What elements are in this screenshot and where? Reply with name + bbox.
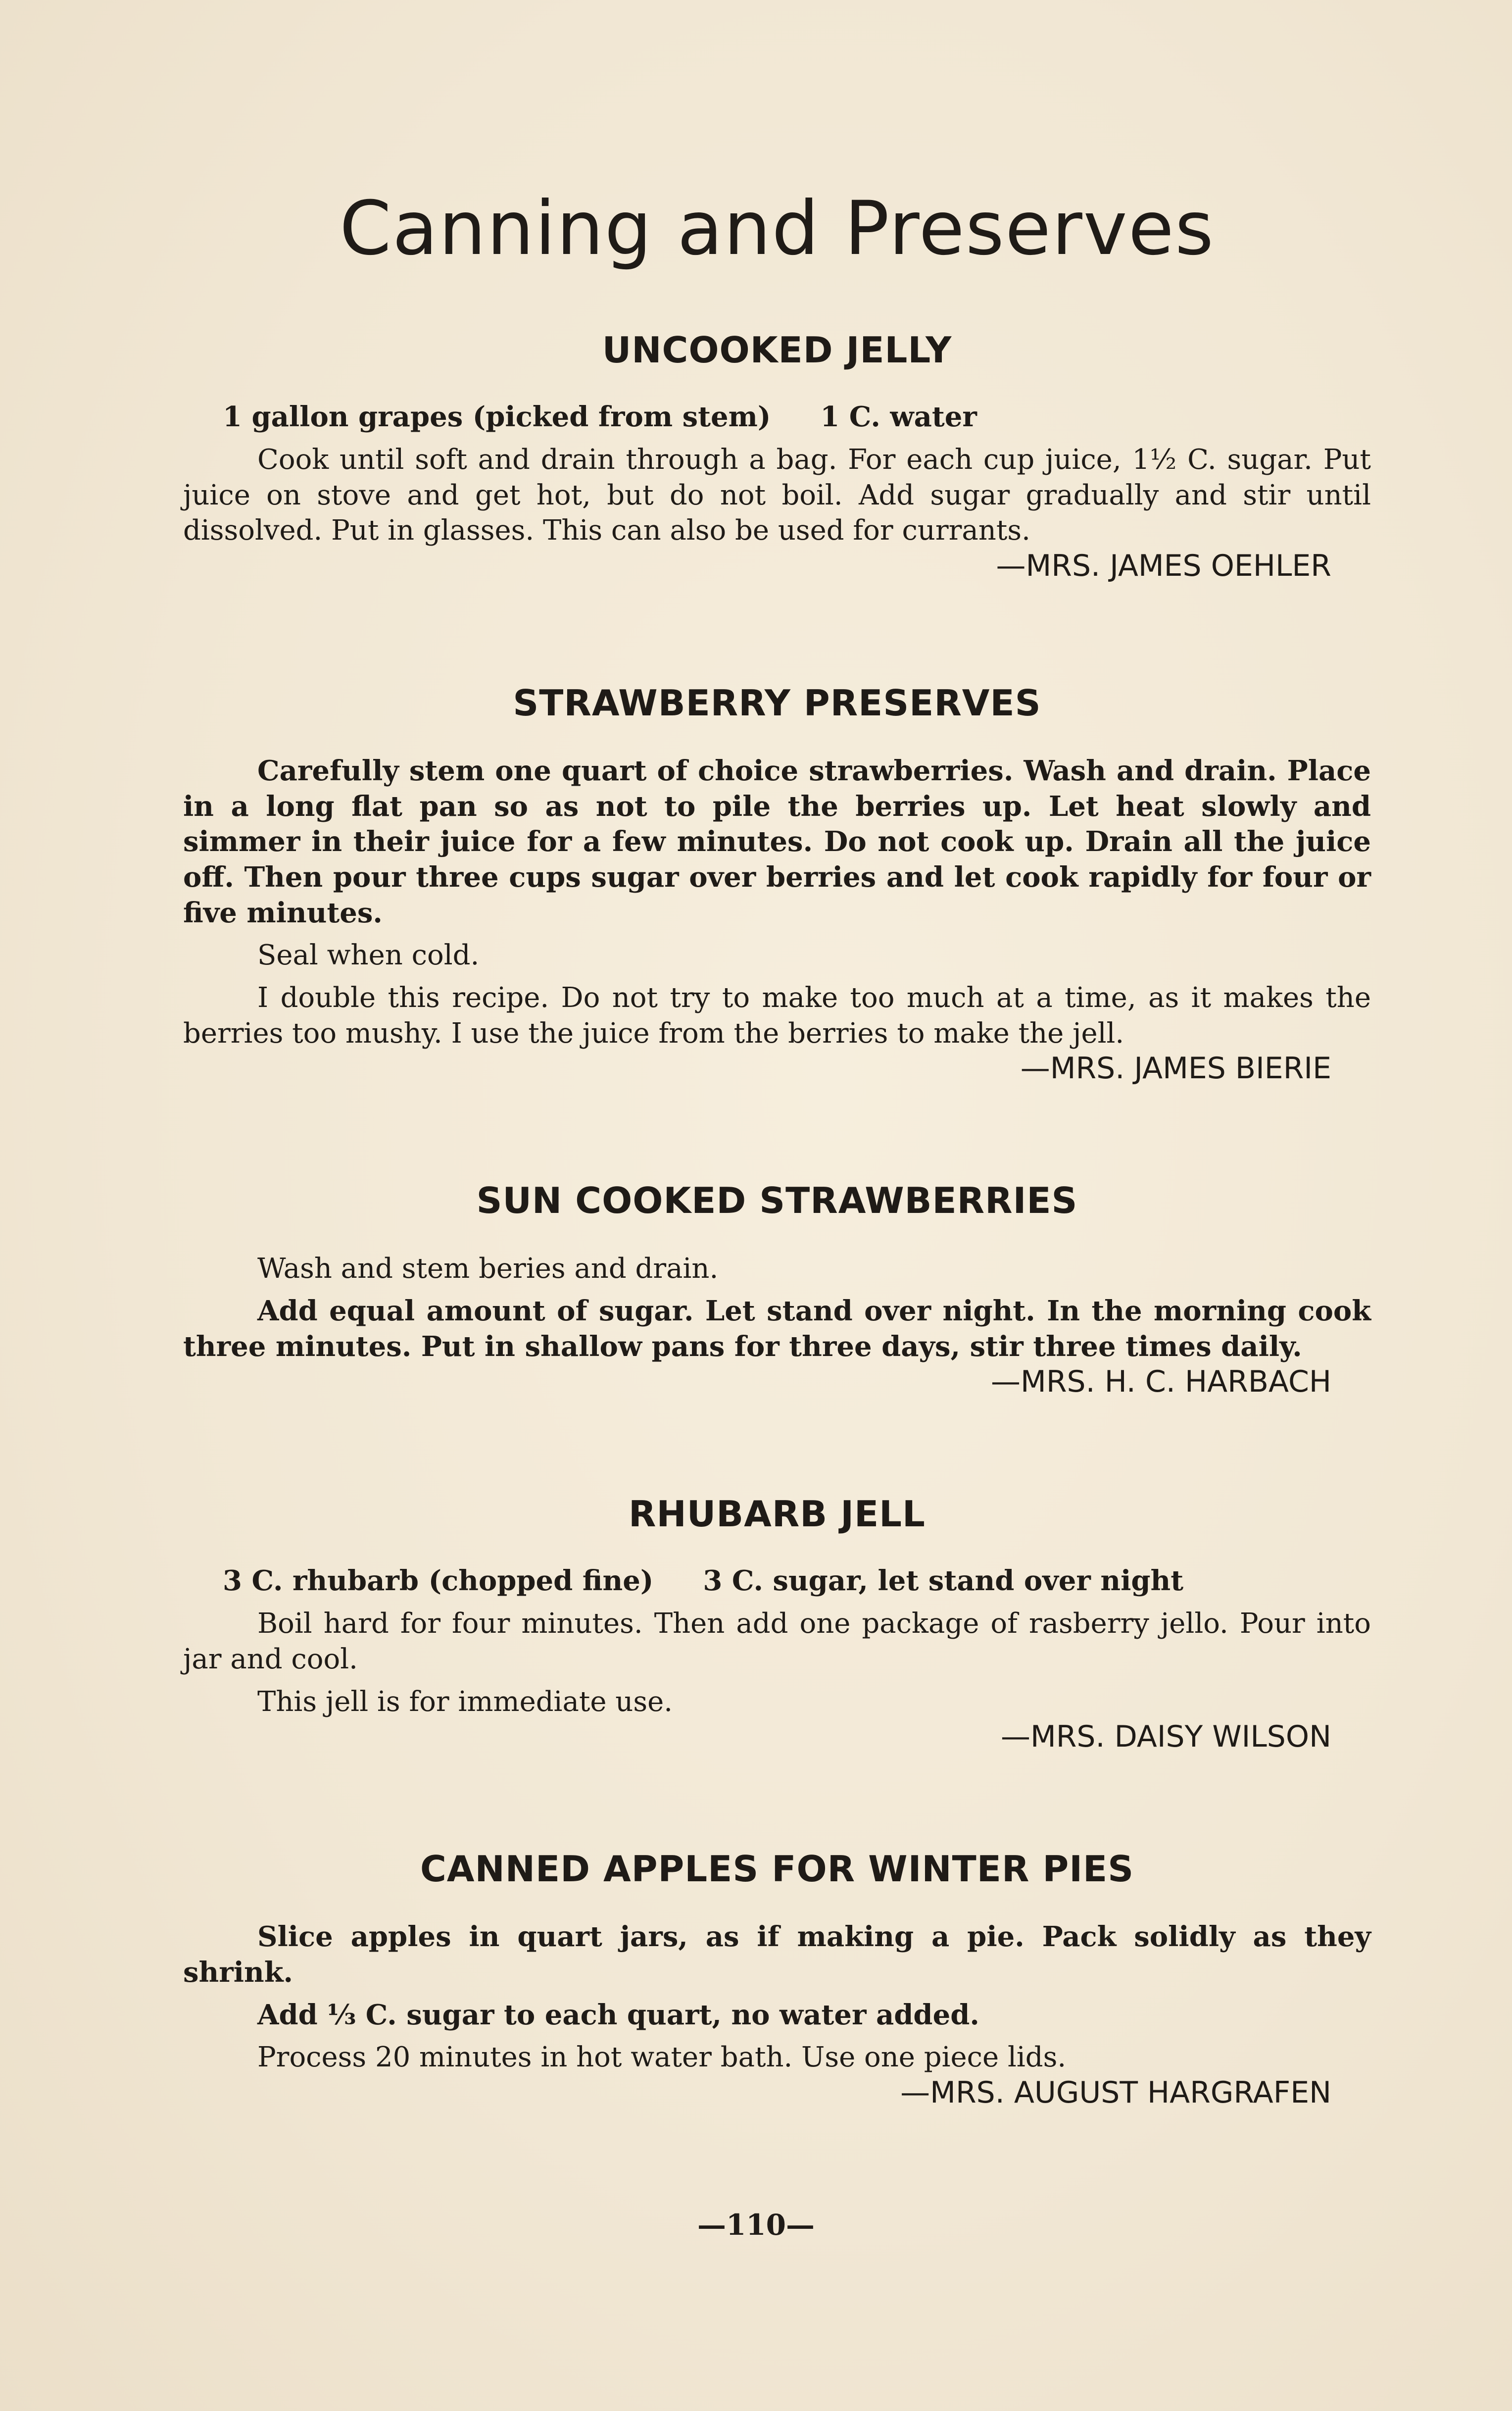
recipe-paragraph: Carefully stem one quart of choice strawberries. Wash and drain. Place in a long flat pan so as not to pile the berries up. Let heat slowly and simmer in their juice for a few minutes. Do not cook up. Drain all the juice off. Then pour three cups sugar over berries and let cook rapidly for four or five minutes.: [183, 754, 1371, 929]
recipe-title: CANNED APPLES FOR WINTER PIES: [420, 1848, 1134, 1890]
recipe-author: —MRS. AUGUST HARGRAFEN: [900, 2075, 1331, 2110]
recipe-canned-apples: [183, 1848, 1371, 2110]
page-title: Canning and Preserves: [339, 186, 1215, 272]
recipe-paragraph: Add equal amount of sugar. Let stand over night. In the morning cook three minutes. Put in shallow pans for three days, stir three times daily.: [183, 1295, 1371, 1363]
ingredient: 1 gallon grapes (picked from stem): [223, 401, 771, 433]
recipe-paragraph: Seal when cold.: [257, 939, 480, 972]
recipe-author: —MRS. JAMES OEHLER: [996, 549, 1331, 584]
recipe-author: —MRS. H. C. HARBACH: [991, 1364, 1331, 1400]
recipe-rhubarb-jell: [183, 1493, 1371, 1754]
ingredient: 3 C. rhubarb (chopped fine): [223, 1564, 654, 1598]
page-content: [183, 188, 1371, 2110]
recipe-paragraph: Wash and stem beries and drain.: [257, 1253, 719, 1285]
recipe-title: RHUBARB JELL: [629, 1493, 926, 1535]
page-number: —110—: [697, 2208, 815, 2242]
recipe-strawberry-preserves: [183, 682, 1371, 1086]
recipe-title: SUN COOKED STRAWBERRIES: [476, 1180, 1078, 1222]
ingredient: 3 C. sugar, let stand over night: [703, 1564, 1184, 1598]
ingredient: 1 C. water: [820, 401, 977, 433]
recipe-uncooked-jelly: [183, 329, 1371, 583]
recipe-paragraph: Slice apples in quart jars, as if making a pie. Pack solidly as they shrink.: [183, 1920, 1371, 1989]
recipe-title: UNCOOKED JELLY: [602, 329, 952, 371]
recipe-paragraph: I double this recipe. Do not try to make too much at a time, as it makes the berries too mushy. I use the juice from the berries to make the jell.: [183, 982, 1371, 1050]
ingredient-line: [183, 1564, 1371, 1597]
recipe-paragraph: Process 20 minutes in hot water bath. Use one piece lids.: [257, 2041, 1067, 2074]
recipe-author: —MRS. DAISY WILSON: [1000, 1719, 1331, 1755]
ingredient-line: [183, 401, 1371, 433]
recipe-paragraph: Boil hard for four minutes. Then add one package of rasberry jello. Pour into jar and cool.: [183, 1607, 1371, 1676]
recipe-paragraph: Add ⅓ C. sugar to each quart, no water added.: [257, 1998, 979, 2031]
recipe-paragraph: Cook until soft and drain through a bag. For each cup juice, 1½ C. sugar. Put juice on stove and get hot, but do not boil. Add sugar gradually and stir until dissolved. Put in glasses. This can also be used for currants.: [183, 444, 1371, 547]
recipe-author: —MRS. JAMES BIERIE: [1020, 1051, 1331, 1086]
recipe-sun-cooked-strawberries: [183, 1180, 1371, 1399]
recipe-title: STRAWBERRY PRESERVES: [513, 682, 1041, 724]
recipe-paragraph: This jell is for immediate use.: [257, 1685, 673, 1718]
